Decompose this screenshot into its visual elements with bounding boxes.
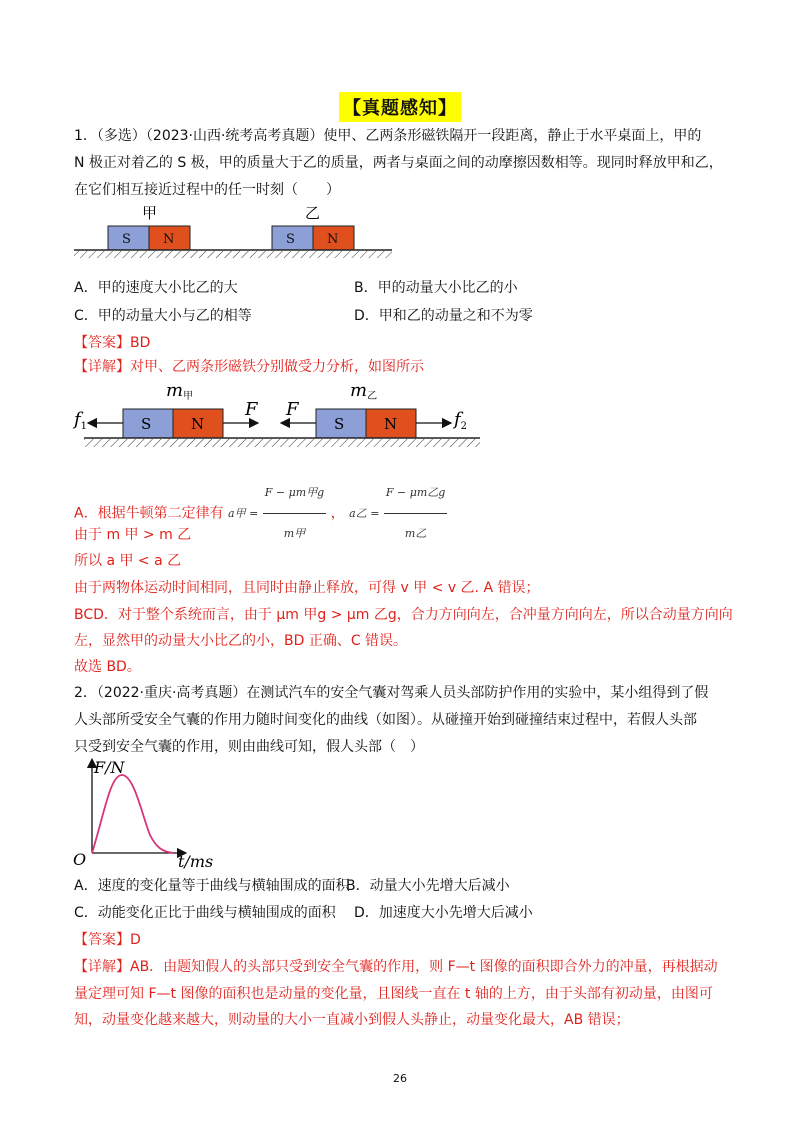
- label-F-jia: F: [245, 399, 258, 420]
- accel-jia-denominator: m甲: [283, 527, 306, 540]
- q2-option-b: B．动量大小先增大后减小: [346, 878, 510, 894]
- label-f2: $f_2$: [454, 409, 468, 432]
- section-title-wrap: [0, 92, 800, 122]
- q1-detail-text: 对甲、乙两条形磁铁分别做受力分析，如图所示: [130, 359, 424, 375]
- force-magnet-jia-s-label: S: [141, 415, 152, 433]
- magnet-yi-n-label: N: [327, 232, 339, 247]
- q1-option-a: A．甲的速度大小比乙的大: [74, 280, 238, 296]
- q1-formula-intro: A．根据牛顿第二定律有: [74, 505, 224, 522]
- q2-detail-line-1: [74, 957, 718, 977]
- label-f1: $f_1$: [74, 409, 88, 432]
- accel-yi-lhs: a乙 =: [349, 506, 380, 520]
- q1-answer: 【答案】BD: [74, 335, 151, 351]
- q1-reason-1: 由于 m 甲 > m 乙: [74, 527, 192, 543]
- mass-label-jia: m甲: [166, 380, 194, 402]
- q1-detail-line: [74, 357, 424, 377]
- q1-detail-lead: 【详解】: [74, 359, 130, 375]
- q1-stem-line-2: N 极正对着乙的 S 极，甲的质量大于乙的质量，两者与桌面之间的动摩擦因数相等。现同时释放甲和乙，: [74, 155, 723, 171]
- force-time-graph: [70, 755, 230, 870]
- page-number: 26: [393, 1072, 407, 1085]
- formula-comma: ，: [330, 505, 345, 522]
- q2-stem-line-1: 2．（2022·重庆·高考真题）在测试汽车的安全气囊对驾乘人员头部防护作用的实验中，某小组得到了假: [74, 685, 709, 701]
- q1-option-b: B．甲的动量大小比乙的小: [354, 280, 518, 296]
- q2-option-d: D．加速度大小先增大后减小: [354, 905, 533, 921]
- q2-detail-line-2: 量定理可知 F—t 图像的面积也是动量的变化量，且图线一直在 t 轴的上方，由于头部有初动量，由图可: [74, 986, 713, 1002]
- q2-answer: 【答案】D: [74, 932, 141, 948]
- mass-label-yi: m乙: [350, 380, 378, 402]
- q1-reason-4: BCD．对于整个系统而言，由于 μm 甲g > μm 乙g，合力方向向左，合冲量方向向左，所以合动量方向向: [74, 607, 733, 623]
- q2-option-a: A．速度的变化量等于曲线与横轴围成的面积: [74, 878, 350, 894]
- magnet-jia-n-label: N: [163, 232, 175, 247]
- q2-detail-text-1: AB．由题知假人的头部只受到安全气囊的作用，则 F—t 图像的面积即合外力的冲量，再根据动: [130, 959, 718, 975]
- force-curve: [92, 775, 174, 853]
- y-axis-label: F/N: [94, 758, 125, 777]
- table-hatch: [74, 251, 392, 258]
- label-yi: 乙: [305, 204, 321, 222]
- q1-option-c: C．甲的动量大小与乙的相等: [74, 308, 252, 324]
- accel-yi-numerator: F − μm乙g: [384, 473, 447, 514]
- accel-jia-numerator: F − μm甲g: [263, 473, 326, 514]
- q2-stem-line-2: 人头部所受安全气囊的作用力随时间变化的曲线（如图）。从碰撞开始到碰撞结束过程中，若假人头部: [74, 712, 697, 728]
- section-title: 【真题感知】: [339, 92, 461, 122]
- force-magnet-jia-n-label: N: [191, 415, 205, 433]
- q2-stem-line-3: 只受到安全气囊的作用，则由曲线可知，假人头部（ ）: [74, 739, 424, 755]
- accel-yi-fraction: [384, 473, 447, 554]
- q2-detail-lead: 【详解】: [74, 959, 130, 975]
- x-axis-label: t/ms: [178, 852, 214, 870]
- q1-stem-line-1: 1．（多选）（2023·山西·统考高考真题）使甲、乙两条形磁铁隔开一段距离，静止于水平桌面上，甲的: [74, 128, 702, 144]
- label-jia: 甲: [142, 204, 158, 222]
- origin-label: O: [73, 850, 87, 869]
- q1-reason-2: 所以 a 甲 < a 乙: [74, 553, 182, 569]
- q2-option-c: C．动能变化正比于曲线与横轴围成的面积: [74, 905, 336, 921]
- accel-jia-fraction: [263, 473, 326, 554]
- force-figure: [70, 377, 490, 455]
- q1-option-d: D．甲和乙的动量之和不为零: [354, 308, 533, 324]
- q1-reason-5: 左，显然甲的动量大小比乙的小，BD 正确、C 错误。: [74, 633, 408, 649]
- magnet-jia-s-label: S: [122, 232, 131, 247]
- force-magnet-yi-s-label: S: [334, 415, 345, 433]
- accel-yi-denominator: m乙: [404, 527, 427, 540]
- magnet-yi-s-label: S: [286, 232, 295, 247]
- accel-jia-lhs: a甲 =: [228, 506, 259, 520]
- label-F-yi: F: [286, 399, 299, 420]
- q1-reason-3: 由于两物体运动时间相同，且同时由静止释放，可得 v 甲 < v 乙. A 错误；: [74, 580, 540, 596]
- magnets-figure: [70, 200, 400, 270]
- force-magnet-yi-n-label: N: [384, 415, 398, 433]
- force-table-hatch: [84, 439, 480, 447]
- q1-stem-line-3: 在它们相互接近过程中的任一时刻（ ）: [74, 182, 340, 198]
- q1-reason-6: 故选 BD。: [74, 659, 141, 675]
- q2-detail-line-3: 知，动量变化越来越大，则动量的大小一直减小到假人头静止，动量变化最大，AB 错误；: [74, 1012, 630, 1028]
